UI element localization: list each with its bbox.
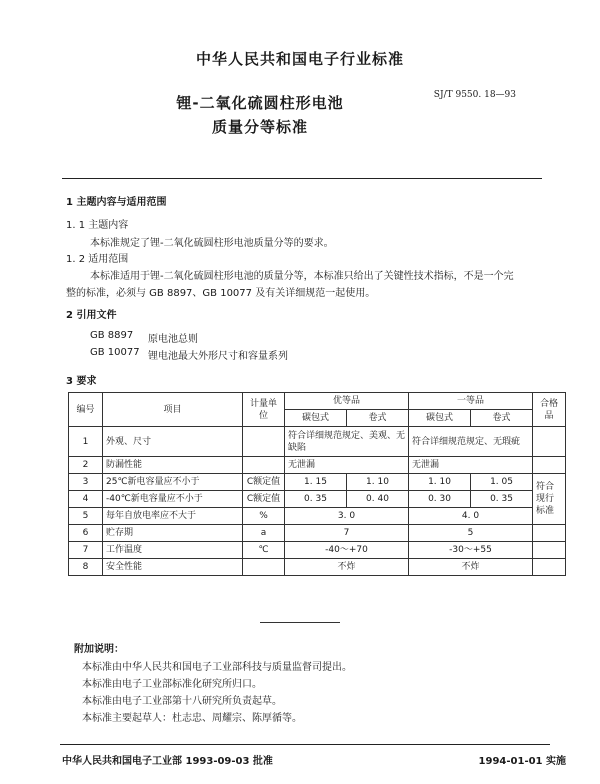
section-1-1-text: 本标准规定了锂-二氧化硫圆柱形电池质量分等的要求。 [90,238,334,249]
row-first-grade-value: -30～+55 [409,542,533,559]
approval-text: 中华人民共和国电子工业部 1993-09-03 批准 [62,756,273,767]
addendum-line: 本标准由中华人民共和国电子工业部科技与质量监督司提出。 [82,662,352,673]
row-first-wound: 1. 05 [471,474,533,491]
row-no: 5 [69,508,103,525]
table-row [69,474,566,491]
row-unit: % [243,508,285,525]
row-item: 工作温度 [103,542,243,559]
col-header-first-grade: 一等品 [409,393,533,410]
reference-title: 锂电池最大外形尺寸和容量系列 [148,351,288,362]
addendum-divider [260,622,340,623]
row-qualified-value [533,457,566,474]
row-qualified-value [533,525,566,542]
row-item: 贮存期 [103,525,243,542]
section-1-heading: 1 主题内容与适用范围 [66,197,167,208]
header-divider [62,178,542,179]
row-unit [243,559,285,576]
row-no: 4 [69,491,103,508]
row-no: 3 [69,474,103,491]
document-title-line1: 锂-二氧化硫圆柱形电池 [176,94,344,112]
row-unit [243,457,285,474]
row-unit [243,427,285,457]
issuing-body-header: 中华人民共和国电子行业标准 [195,50,404,68]
row-item: -40℃新电容量应不小于 [103,491,243,508]
row-excellent-value: 3. 0 [285,508,409,525]
row-item: 防漏性能 [103,457,243,474]
row-first-grade-value: 5 [409,525,533,542]
table-row [69,525,566,542]
row-no: 2 [69,457,103,474]
footer-divider [60,744,550,745]
row-qualified-value [533,427,566,457]
document-title-line2: 质量分等标准 [211,118,308,136]
row-excellent-value: 7 [285,525,409,542]
requirements-table [68,392,566,576]
row-first-wound: 0. 35 [471,491,533,508]
addendum-heading: 附加说明： [74,644,124,655]
row-item: 安全性能 [103,559,243,576]
reference-code: GB 8897 [90,330,134,341]
reference-title: 原电池总则 [148,334,198,345]
col-header-item: 项目 [103,393,243,427]
addendum-line: 本标准由电子工业部标准化研究所归口。 [82,679,262,690]
row-first-grade-value: 4. 0 [409,508,533,525]
table-row [69,491,566,508]
row-no: 8 [69,559,103,576]
subheader-wound: 卷式 [471,410,533,427]
row-first-grade-value: 无泄漏 [409,457,533,474]
row-no: 1 [69,427,103,457]
row-no: 6 [69,525,103,542]
table-row [69,427,566,457]
row-excellent-wound: 0. 40 [347,491,409,508]
row-excellent-value: 不炸 [285,559,409,576]
row-first-grade-value: 符合详细规范规定、无瑕疵 [409,427,533,457]
row-unit: C额定值 [243,474,285,491]
section-2-heading: 2 引用文件 [66,310,117,321]
row-excellent-value: 符合详细规范规定、美观、无缺陷 [285,427,409,457]
table-header-row [69,393,566,410]
row-qualified-value [533,559,566,576]
row-item: 外观、尺寸 [103,427,243,457]
row-excellent-value: 无泄漏 [285,457,409,474]
row-excellent-carbon: 0. 35 [285,491,347,508]
row-excellent-value: -40～+70 [285,542,409,559]
row-no: 7 [69,542,103,559]
subheader-carbon: 碳包式 [409,410,471,427]
subheader-wound: 卷式 [347,410,409,427]
section-1-2-text-line2: 整的标准，必须与 GB 8897、GB 10077 及有关详细规范一起使用。 [66,288,376,299]
table-row [69,559,566,576]
section-1-2-text-line1: 本标准适用于锂-二氧化硫圆柱形电池的质量分等，本标准只给出了关键性技术指标，不是一个完 [90,271,514,282]
addendum-line: 本标准主要起草人：杜志忠、周耀宗、陈厚循等。 [82,713,302,724]
table-row [69,457,566,474]
row-unit: a [243,525,285,542]
row-first-carbon: 1. 10 [409,474,471,491]
addendum-line: 本标准由电子工业部第十八研究所负责起草。 [82,696,282,707]
row-unit: C额定值 [243,491,285,508]
row-item: 每年自放电率应不大于 [103,508,243,525]
reference-code: GB 10077 [90,347,140,358]
row-excellent-carbon: 1. 15 [285,474,347,491]
subheader-carbon: 碳包式 [285,410,347,427]
table-row [69,542,566,559]
row-first-carbon: 0. 30 [409,491,471,508]
section-1-2-heading: 1. 2 适用范围 [66,254,129,265]
row-qualified-value [533,542,566,559]
section-1-1-heading: 1. 1 主题内容 [66,220,129,231]
row-qualified-note: 符合现行标准 [533,474,566,525]
table-row [69,508,566,525]
col-header-no: 编号 [69,393,103,427]
row-excellent-wound: 1. 10 [347,474,409,491]
col-header-unit: 计量单位 [243,393,285,427]
col-header-qualified: 合格品 [533,393,566,427]
row-unit: ℃ [243,542,285,559]
row-first-grade-value: 不炸 [409,559,533,576]
standard-code: SJ/T 9550. 18—93 [433,90,516,100]
col-header-excellent: 优等品 [285,393,409,410]
section-3-heading: 3 要求 [66,376,97,387]
effective-date-text: 1994-01-01 实施 [478,756,566,767]
row-item: 25℃新电容量应不小于 [103,474,243,491]
